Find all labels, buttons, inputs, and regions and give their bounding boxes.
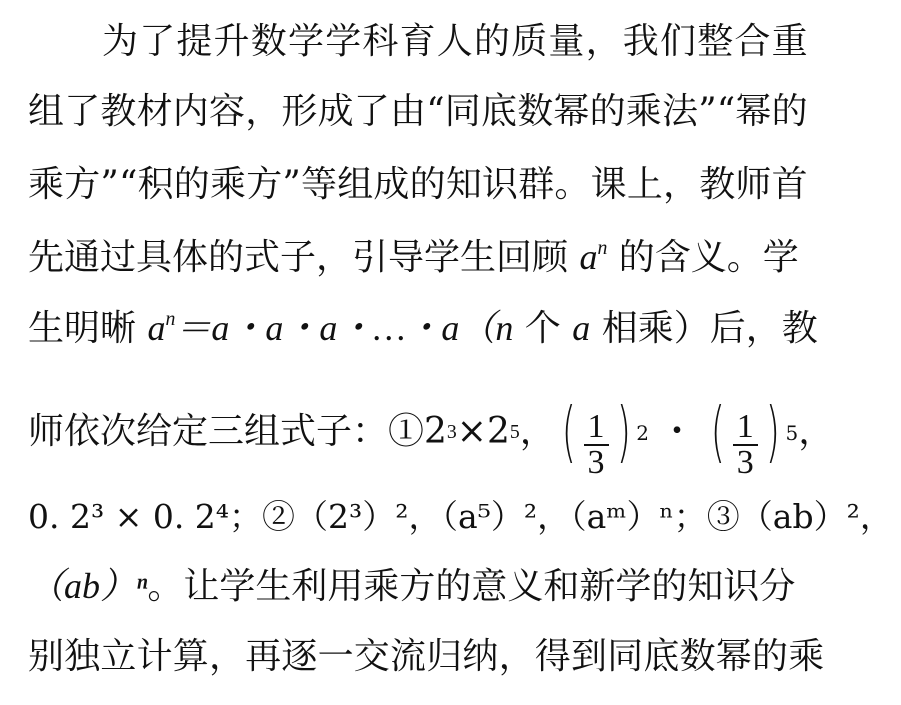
text-line-8: （ab）ⁿ。让学生利用乘方的意义和新学的知识分 [28,566,796,607]
text-line-6: 师依次给定三组式子：①2 3 ×2 5 ， ( $\frac{1}{3}$ ) $^2$ ・ ( $\frac{1}{3}$ ) $^5$ ， [28,393,835,481]
text-line-3: 乘方”“积的乘方”等组成的知识群。课上，教师首 [28,164,808,205]
text-line-1: 为了提升数学学科育人的质量，我们整合重 [102,21,809,62]
text-line-2: 组了教材内容，形成了由“同底数幂的乘法”“幂的 [28,91,808,132]
text-line-9: 别独立计算，再逐一交流归纳，得到同底数幂的乘 [28,636,825,677]
var-a: a [579,237,598,277]
text-line-4: 先通过具体的式子，引导学生回顾 $a^n$ 的含义。学 [28,237,799,278]
text-line-5: 生明晰 $a^n=a$・a・a・…・a（n 个 a 相乘）后，教 [28,308,818,349]
fraction-power-5: ( $\frac{1}{3}$ ) $^5$ [710,393,799,481]
text-line-7: 0. 2³ × 0. 2⁴；②（2³）²，（a⁵）²，（aᵐ）ⁿ；③（ab）²， [28,497,893,536]
fraction-power-2: ( $\frac{1}{3}$ ) $^2$ [561,393,650,481]
